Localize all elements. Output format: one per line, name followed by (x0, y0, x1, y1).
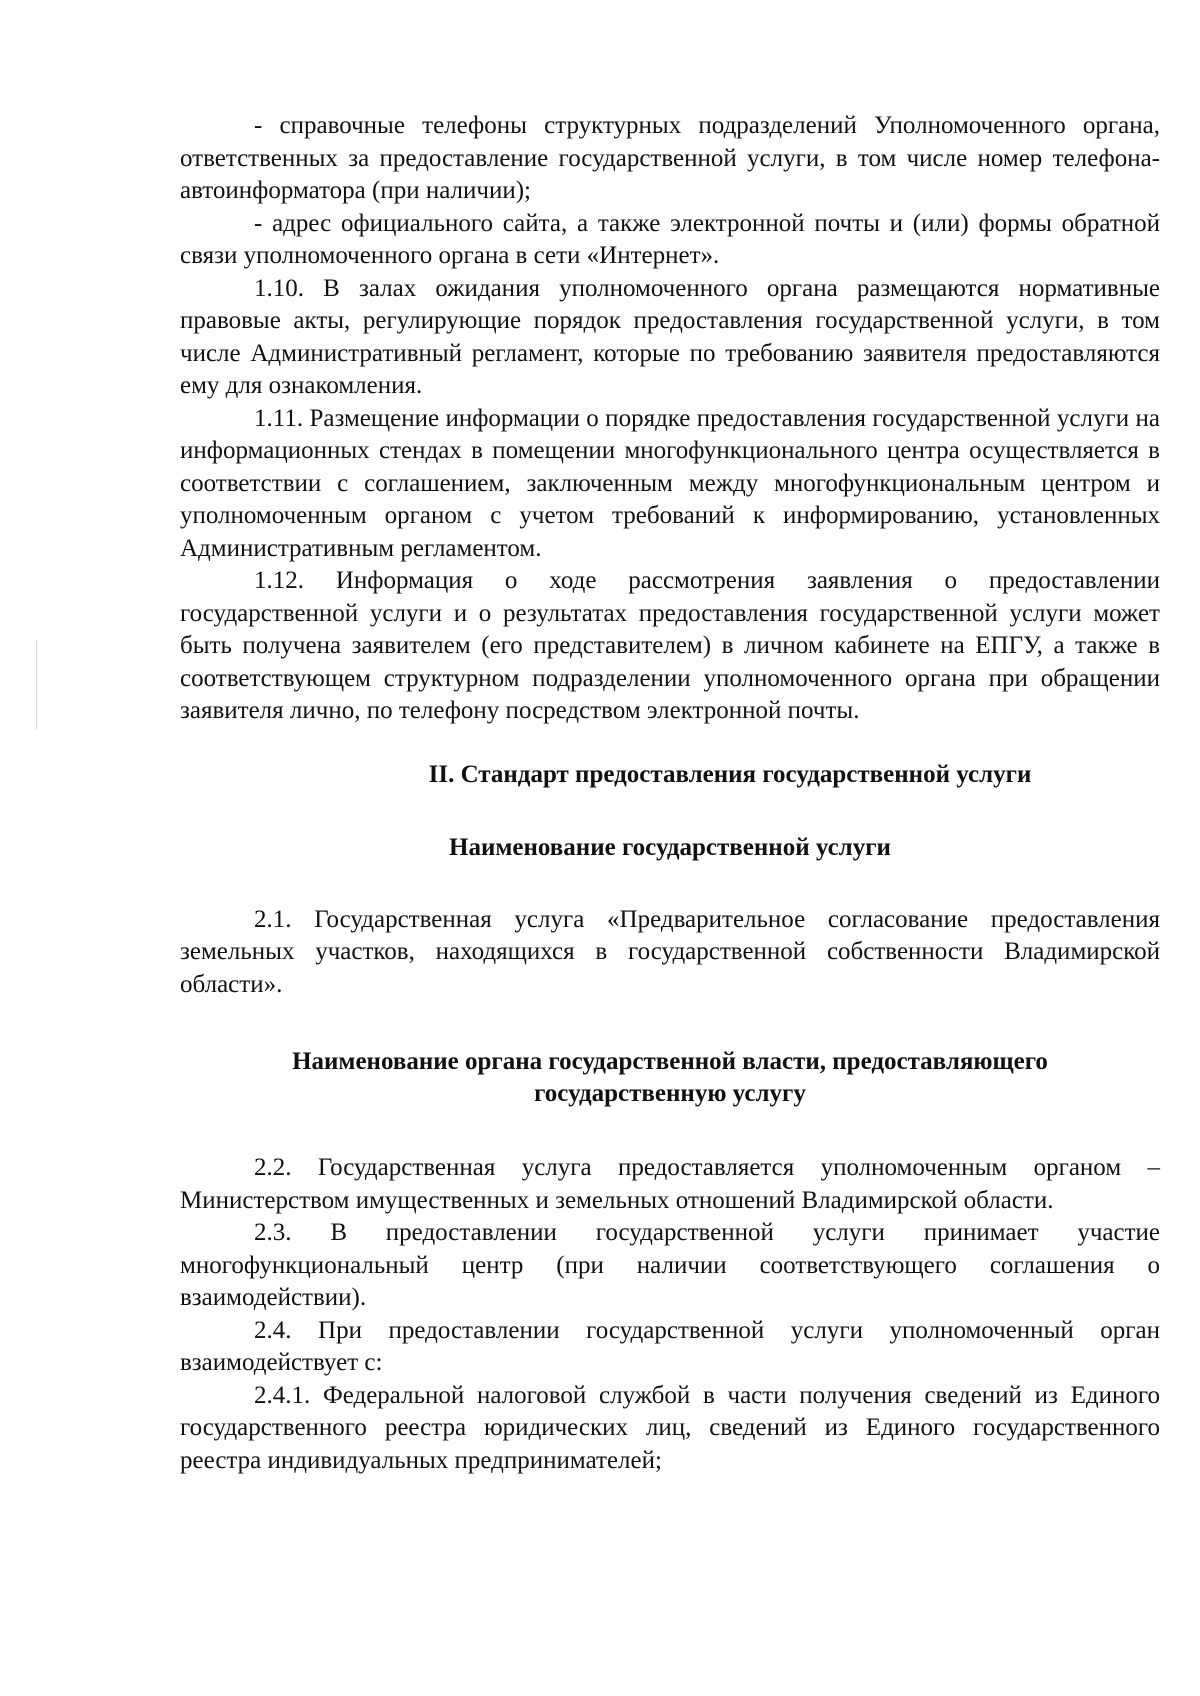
paragraph-website: - адрес официального сайта, а также электронной почты и (или) формы обратной связи уполномоченного органа в сети «Интернет». (180, 209, 1160, 269)
document-body (180, 110, 1160, 1477)
paragraph-1-11: 1.11. Размещение информации о порядке предоставления государственной услуги на информационных стендах в помещении многофункционального центра осуществляется в соответствии с соглашением, заключенным между многофункциональным центром и уполномоченным органом с учетом требований к информированию, установленных Административным регламентом. (180, 404, 1160, 562)
paragraph-phones: - справочные телефоны структурных подразделений Уполномоченного органа, ответственных за предоставление государственной услуги, в том числе номер телефона-автоинформатора (при наличии); (180, 112, 1160, 204)
subheading-authority-line1: Наименование органа государственной власти, предоставляющего (292, 1048, 1048, 1075)
paragraph-1-12: 1.12. Информация о ходе рассмотрения заявления о предоставлении государственной услуги и о результатах предоставления государственной услуги может быть получена заявителем (его представителем) в личном кабинете на ЕПГУ, а также в соответствующем структурном подразделении уполномоченного органа при обращении заявителя лично, по телефону посредством электронной почты. (180, 567, 1160, 724)
paragraph-2-3: 2.3. В предоставлении государственной услуги принимает участие многофункциональный центр (при наличии соответствующего соглашения о взаимодействии). (180, 1219, 1160, 1311)
scan-edge-mark (36, 640, 37, 730)
paragraph-2-4-1: 2.4.1. Федеральной налоговой службой в части получения сведений из Единого государственного реестра юридических лиц, сведений из Единого государственного реестра индивидуальных предпринимателей; (180, 1381, 1160, 1474)
subheading-authority-line2: государственную услугу (534, 1080, 806, 1107)
subheading-service-name: Наименование государственной услуги (449, 833, 891, 861)
section-heading: II. Стандарт предоставления государственной услуги (428, 760, 1032, 788)
paragraph-2-1: 2.1. Государственная услуга «Предварительное согласование предоставления земельных участков, находящихся в государственной собственности Владимирской области». (180, 905, 1160, 998)
paragraph-2-2: 2.2. Государственная услуга предоставляется уполномоченным органом – Министерством имущественных и земельных отношений Владимирской области. (180, 1154, 1160, 1214)
subheading-authority (180, 1046, 1160, 1110)
paragraph-2-4: 2.4. При предоставлении государственной услуги уполномоченный орган взаимодействует с: (180, 1316, 1160, 1376)
paragraph-1-10: 1.10. В залах ожидания уполномоченного органа размещаются нормативные правовые акты, регулирующие порядок предоставления государственной услуги, в том числе Административный регламент, которые по требованию заявителя предоставляются ему для ознакомления. (180, 274, 1160, 399)
